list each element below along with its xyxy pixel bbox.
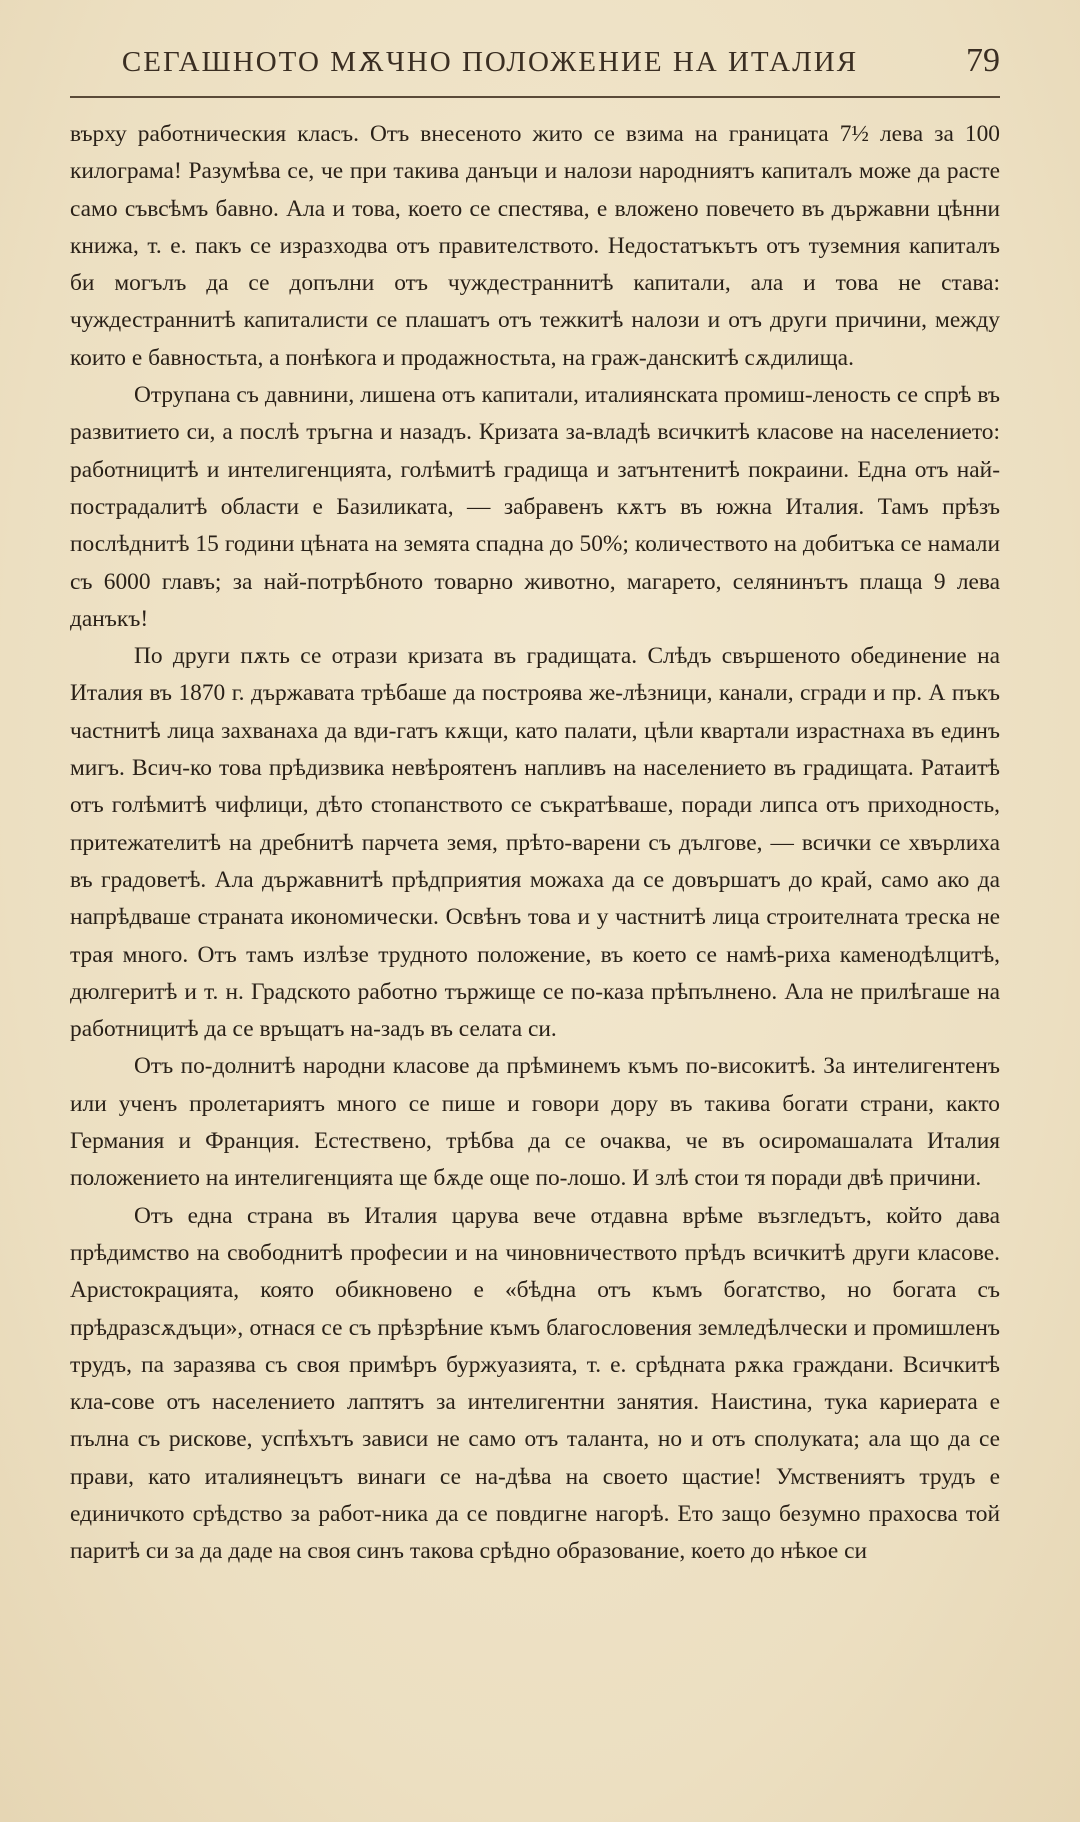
page-header bbox=[70, 38, 1000, 98]
paragraph-3: По други пѫть се отрази кризата въ градищата. Слѣдъ свършеното обединение на Италия въ 1870 г. държавата трѣбаше да построява же-лѣзници, канали, сгради и пр. А пъкъ частнитѣ лица захванаха да вди-гатъ кѫщи, като палати, цѣли квартали израстнаха въ единъ мигъ. Всич-ко това прѣдизвика невѣроятенъ напливъ на населението въ градищата. Ратаитѣ отъ голѣмитѣ чифлици, дѣто стопанството се съкратѣваше, поради липса отъ приходность, притежателитѣ на дребнитѣ парчета земя, прѣто-варени съ дългове, — всички се хвърлиха въ градоветѣ. Ала държавнитѣ прѣдприятия можаха да се довършатъ до край, само ако да напрѣдваше страната икономически. Освѣнъ това и у частнитѣ лица строителната треска не трая много. Отъ тамъ излѣзе трудното положение, въ което се намѣ-риха каменодѣлцитѣ, дюлгеритѣ и т. н. Градското работно тържище се по-каза прѣпълнено. Ала не прилѣгаше на работницитѣ да се връщатъ на-задъ въ селата си. bbox=[70, 643, 1000, 1043]
running-head: СЕГАШНОТО МѪЧНО ПОЛОЖЕНИЕ НА ИТАЛИЯ bbox=[121, 46, 859, 78]
page-number: 79 bbox=[966, 42, 1000, 79]
paragraph-5: Отъ една страна въ Италия царува вече отдавна врѣме възгледътъ, който дава прѣдимство на свободнитѣ професии и на чиновничеството прѣдъ всичкитѣ други класове. Аристокрацията, която обикновено е «бѣдна отъ къмъ богатство, но богата съ прѣдразсѫдъци», отнася се съ прѣзрѣние къмъ благословения земледѣлчески и промишленъ трудъ, па заразява съ своя примѣръ буржуазията, т. е. срѣдната рѫка граждани. Всичкитѣ кла-сове отъ населението лаптятъ за интелигентни занятия. Наистина, тука кариерата е пълна съ рискове, успѣхътъ зависи не само отъ таланта, но и отъ сполуката; ала що да се прави, като италиянецътъ винаги се на-дѣва на своето щастие! Умствениятъ трудъ е единичкото срѣдство за работ-ника да се повдигне нагорѣ. Ето защо безумно прахосва той паритѣ си за да даде на своя синъ такова срѣдно образование, което до нѣкое си bbox=[70, 1202, 1000, 1565]
paragraph-1: върху работническия класъ. Отъ внесеното жито се взима на границата 7½ лева за 100 килограма! Разумѣва се, че при такива данъци и налози народниятъ капиталъ може да расте само съвсѣмъ бавно. Ала и това, което се спестява, е вложено повечето въ държавни цѣнни книжа, т. е. пакъ се изразходва отъ правителството. Недостатъкътъ отъ туземния капиталъ би могълъ да се допълни отъ чуждестраннитѣ капитали, ала и това не става: чуждестраннитѣ капиталисти се плашатъ отъ тежкитѣ налози и отъ други причини, между които е бавностьта, а понѣкога и продажностьта, на граж-данскитѣ сѫдилища. bbox=[70, 121, 1000, 371]
paragraph-2: Отрупана съ давнини, лишена отъ капитали, италиянската промиш-леность се спрѣ въ развитието си, а послѣ тръгна и назадъ. Кризата за-владѣ всичкитѣ класове на населението: работницитѣ и интелигенцията, голѣмитѣ градища и затънтенитѣ покраини. Една отъ най-пострадалитѣ области е Базиликата, — забравенъ кѫтъ въ южна Италия. Тамъ прѣзъ послѣднитѣ 15 години цѣната на земята спадна до 50%; количеството на добитъка се намали съ 6000 главъ; за най-потрѣбното товарно животно, магарето, селянинътъ плаща 9 лева данъкъ! bbox=[70, 382, 1000, 632]
body-text bbox=[70, 116, 1000, 1571]
paragraph-4: Отъ по-долнитѣ народни класове да прѣминемъ къмъ по-виcокитѣ. За интелигентенъ или ученъ пролетариятъ много се пише и говори дору въ такива богати страни, както Германия и Франция. Естествено, трѣбва да се очаква, че въ осиромашалата Италия положението на интелигенцията ще бѫде още по-лошо. И злѣ стои тя поради двѣ причини. bbox=[70, 1053, 1000, 1192]
